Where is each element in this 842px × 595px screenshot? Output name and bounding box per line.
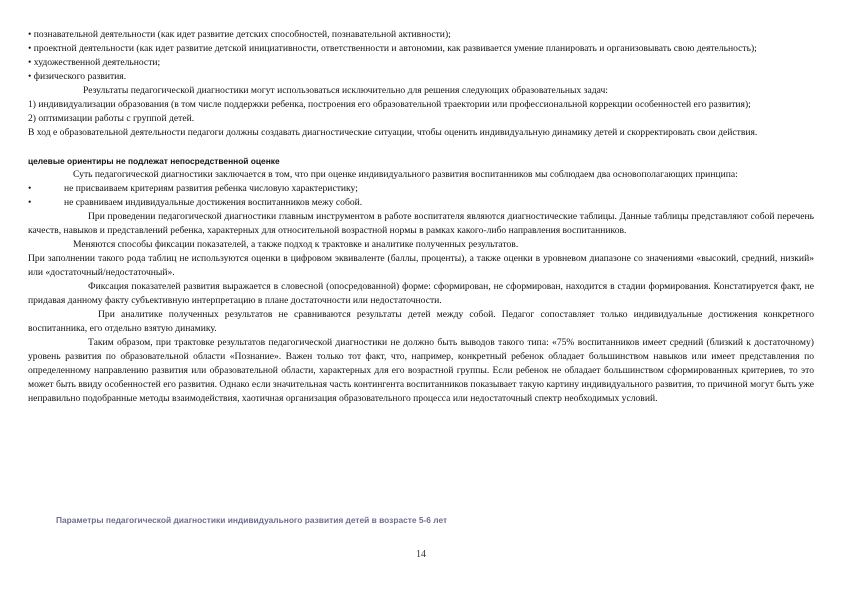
paragraph-results-intro: Результаты педагогической диагностики могут использоваться исключительно для решения следующих образовательных задач: [83,85,608,96]
bullet-marker: • [28,183,32,194]
bullet-artistic: • художественной деятельности; [28,57,161,68]
section-title: Параметры педагогической диагностики индивидуального развития детей в возрасте 5-6 лет [56,515,448,525]
bold-heading: целевые ориентиры не подлежат непосредственной оценке [28,156,280,166]
page-number: 14 [416,549,426,560]
paragraph-analytics: При аналитике полученных результатов не сравниваются результаты детей между собой. Педагог сопоставляет только индивидуальные достижения конкретного воспитанника, его отдельно взятую динамику. [28,309,814,334]
paragraph-diagnostic-situations: В ход е образовательной деятельности педагоги должны создавать диагностические ситуации, чтобы оценить индивидуальную динамику детей и скорректировать свои действия. [28,127,758,138]
bullet-physical: • физического развития. [28,71,127,82]
paragraph-methods: Меняются способы фиксации показателей, а также подход к трактовке и аналитике полученных результатов. [73,239,519,250]
principle-text: не сравниваем индивидуальные достижения воспитанников межу собой. [64,197,363,208]
paragraph-fixation: Фиксация показателей развития выражается в словесной (опосредованной) форме: сформирован, не сформирован, находится в стадии формирования. Констатируется факт, не придавая данному факту субъективную интерпретацию в плане достаточности или недостаточности. [28,281,814,306]
paragraph-interpretation: Таким образом, при трактовке результатов педагогической диагностики не должно быть выводов такого типа: «75% воспитанников имеет средний (близкий к достаточному) уровень развития по образовательной области «Познание». Важен только тот факт, что, например, конкретный ребенок обладает большинством навыков или имеет представления по определенному направлению развития или образовательной области, характерных для его возрастной группы. Если ребенок не обладает большинством сформированных критериев, то это может быть ввиду особенностей его развития. Однако если значительная часть контингента воспитанников показывает такую картину индивидуального развития, то причиной могут быть уже неправильно подобранные методы взаимодействия, хаотичная организация образовательного процесса или недостаточный спектр необходимых условий. [28,337,814,404]
bullet-marker: • [28,197,32,208]
task-individualization: 1) индивидуализации образования (в том числе поддержки ребенка, построения его образовательной траектории или профессиональной коррекции особенностей его развития); [28,99,751,110]
paragraph-filling: При заполнении такого рода таблиц не используются оценки в цифровом эквиваленте (баллы, проценты), а также оценки в уровневом диапазоне со значениями «высокий, средний, низкий» или «достаточный/недостаточный». [28,253,814,278]
principle-item [28,182,814,196]
document-body [28,28,814,406]
bullet-cognitive: • познавательной деятельности (как идет развитие детских способностей, познавательной активности); [28,29,451,40]
paragraph-essence: Суть педагогической диагностики заключается в том, что при оценке индивидуального развития воспитанников мы соблюдаем два основополагающих принципа: [73,169,738,180]
bullet-project: • проектной деятельности (как идет развитие детской инициативности, ответственности и автономии, как развивается умение планировать и организовывать свою деятельность); [28,43,757,54]
principle-item [28,196,814,210]
task-group-optimization: 2) оптимизации работы с группой детей. [28,113,195,124]
paragraph-diagnostic-tables: При проведении педагогической диагностики главным инструментом в работе воспитателя являются диагностические таблицы. Данные таблицы представляют собой перечень качеств, навыков и представлений ребенка, характерных для относительной возрастной нормы в рамках какого-либо направления воспитанников. [28,211,814,236]
principle-text: не присваиваем критериям развития ребенка числовую характеристику; [64,183,358,194]
